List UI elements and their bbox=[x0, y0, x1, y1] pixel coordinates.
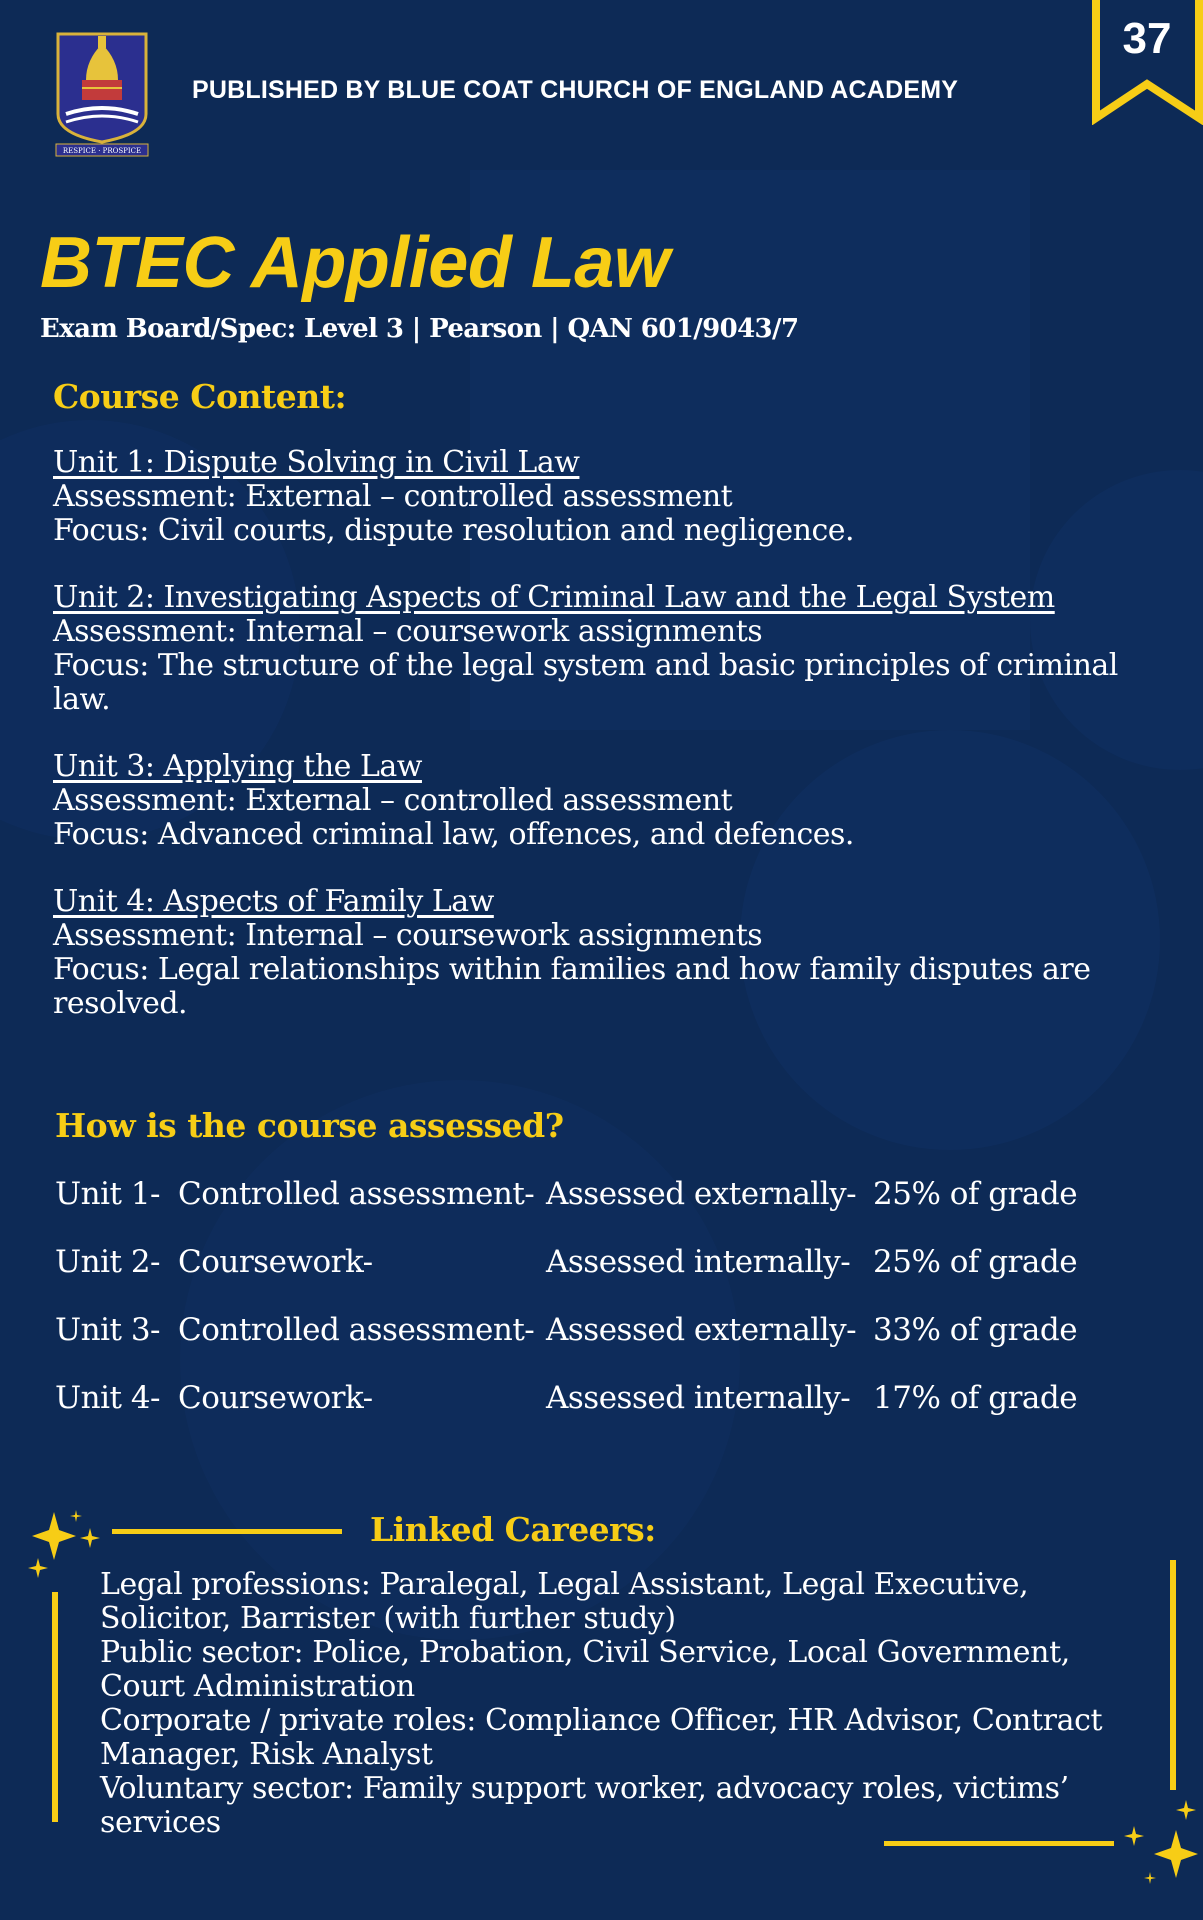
assessment-unit: Unit 4- bbox=[55, 1380, 161, 1416]
unit-assessment: Assessment: Internal – coursework assignments bbox=[53, 918, 763, 953]
crest-motto: RESPICE · PROSPICE bbox=[62, 147, 142, 155]
decorative-bar bbox=[1170, 1560, 1176, 1790]
unit-focus: Focus: Legal relationships within families and how family disputes are resolved. bbox=[53, 952, 1091, 1021]
unit-block bbox=[53, 750, 1163, 852]
assessment-unit: Unit 3- bbox=[55, 1312, 161, 1348]
unit-focus: Focus: Advanced criminal law, offences, and defences. bbox=[53, 817, 854, 852]
unit-title: Unit 3: Applying the Law bbox=[53, 749, 422, 784]
unit-assessment: Assessment: External – controlled assessment bbox=[53, 479, 733, 514]
assessment-weight: 25% of grade bbox=[873, 1244, 1078, 1280]
publisher-line: PUBLISHED BY BLUE COAT CHURCH OF ENGLAND ACADEMY bbox=[192, 76, 959, 104]
unit-title: Unit 4: Aspects of Family Law bbox=[53, 884, 494, 919]
unit-focus: Focus: The structure of the legal system and basic principles of criminal law. bbox=[53, 648, 1118, 717]
exam-spec: Exam Board/Spec: Level 3 | Pearson | QAN 601/9043/7 bbox=[40, 314, 799, 344]
assessment-type: Controlled assessment- bbox=[178, 1176, 535, 1212]
assessment-unit: Unit 1- bbox=[55, 1176, 161, 1212]
unit-title: Unit 1: Dispute Solving in Civil Law bbox=[53, 445, 580, 480]
assessment-weight: 25% of grade bbox=[873, 1176, 1078, 1212]
page-number: 37 bbox=[1122, 14, 1172, 63]
unit-focus: Focus: Civil courts, dispute resolution and negligence. bbox=[53, 513, 855, 548]
career-item: Public sector: Police, Probation, Civil Service, Local Government, Court Administration bbox=[100, 1635, 1070, 1704]
decorative-rule bbox=[884, 1841, 1114, 1846]
assessment-mode: Assessed internally- bbox=[546, 1244, 851, 1280]
linked-careers-heading: Linked Careers: bbox=[370, 1510, 656, 1549]
assessment-mode: Assessed internally- bbox=[546, 1380, 851, 1416]
assessment-heading: How is the course assessed? bbox=[55, 1106, 564, 1145]
assessment-weight: 17% of grade bbox=[873, 1380, 1078, 1416]
unit-assessment: Assessment: Internal – coursework assignments bbox=[53, 614, 763, 649]
unit-assessment: Assessment: External – controlled assessment bbox=[53, 783, 733, 818]
school-crest-logo bbox=[52, 30, 152, 158]
assessment-type: Coursework- bbox=[178, 1244, 373, 1280]
unit-block bbox=[53, 581, 1163, 717]
career-item: Voluntary sector: Family support worker, advocacy roles, victims’ services bbox=[100, 1771, 1069, 1840]
background-shape bbox=[180, 1080, 740, 1640]
assessment-mode: Assessed externally- bbox=[546, 1176, 857, 1212]
unit-block bbox=[53, 446, 1163, 548]
sparkle-icon bbox=[1110, 1796, 1203, 1892]
assessment-unit: Unit 2- bbox=[55, 1244, 161, 1280]
assessment-weight: 33% of grade bbox=[873, 1312, 1078, 1348]
assessment-type: Controlled assessment- bbox=[178, 1312, 535, 1348]
career-item: Corporate / private roles: Compliance Officer, HR Advisor, Contract Manager, Risk Analyst bbox=[100, 1703, 1103, 1772]
career-item: Legal professions: Paralegal, Legal Assistant, Legal Executive, Solicitor, Barrister (with further study) bbox=[100, 1567, 1029, 1636]
assessment-type: Coursework- bbox=[178, 1380, 373, 1416]
unit-block bbox=[53, 885, 1163, 1021]
page-title: BTEC Applied Law bbox=[40, 223, 670, 303]
careers-list bbox=[100, 1568, 1160, 1840]
sparkle-icon bbox=[24, 1506, 110, 1586]
unit-list bbox=[53, 446, 1163, 1054]
unit-title: Unit 2: Investigating Aspects of Criminal Law and the Legal System bbox=[53, 580, 1055, 615]
decorative-bar bbox=[52, 1592, 58, 1822]
decorative-rule bbox=[112, 1529, 342, 1534]
assessment-mode: Assessed externally- bbox=[546, 1312, 857, 1348]
course-content-heading: Course Content: bbox=[53, 377, 347, 416]
